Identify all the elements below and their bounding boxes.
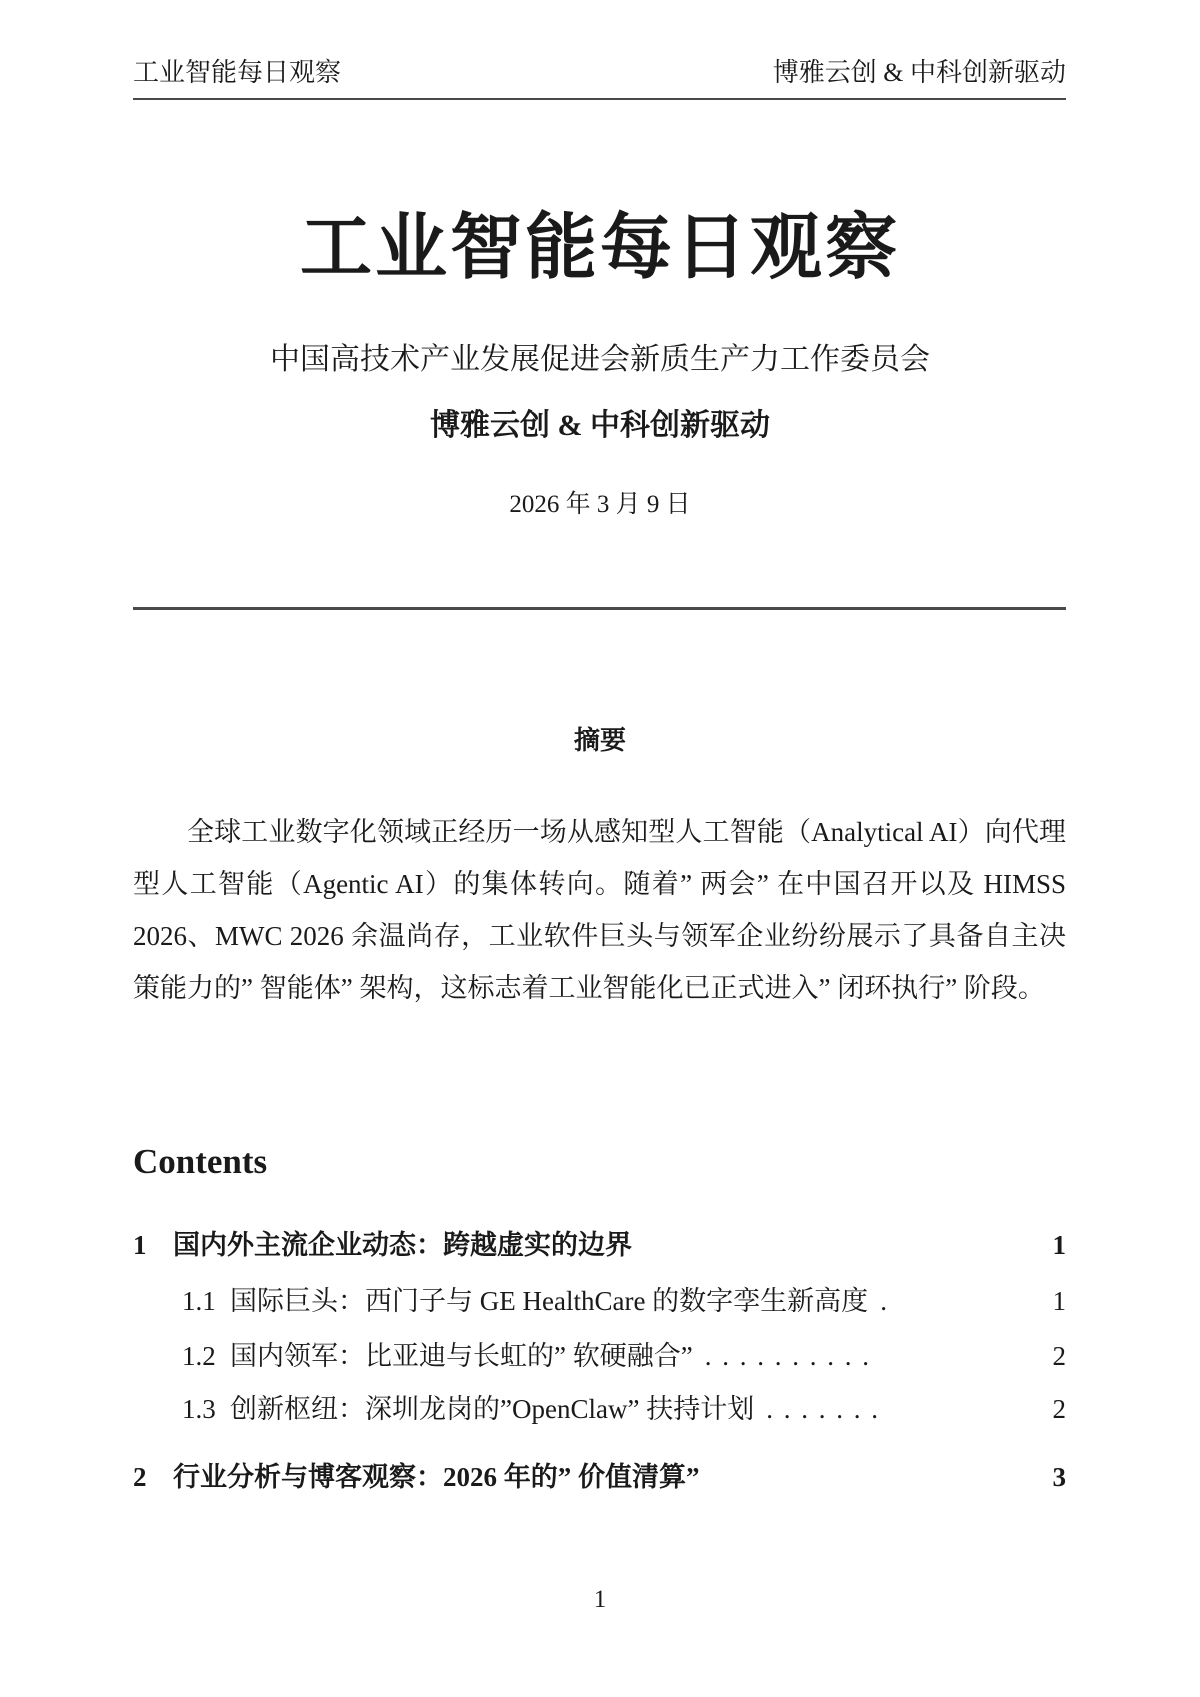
document-authors: 博雅云创 & 中科创新驱动 xyxy=(430,409,770,442)
document-date: 2026 年 3 月 9 日 xyxy=(509,491,691,518)
toc-entry-page: 1 xyxy=(1052,1286,1066,1316)
abstract-paragraph: 全球工业数字化领域正经历一场从感知型人工智能（Analytical AI）向代理型人工智能（Agentic AI）的集体转向。随着” 两会” 在中国召开以及 HIMSS 2026、MWC 2026 余温尚存，工业软件巨头与领军企业纷纷展示了具备自主决策能力的” 智能体” 架构，这标志着工业智能化已正式进入” 闭环执行” 阶段。 xyxy=(133,817,1066,1003)
running-header-left: 工业智能每日观察 xyxy=(133,58,342,87)
toc-entry-1-2[interactable] xyxy=(133,1339,1066,1373)
toc-entry-1-1[interactable] xyxy=(133,1284,1066,1318)
toc-entry-title: 国内外主流企业动态：跨越虚实的边界 xyxy=(173,1230,632,1260)
document-subtitle: 中国高技术产业发展促进会新质生产力工作委员会 xyxy=(270,343,930,376)
abstract-heading: 摘要 xyxy=(573,726,626,755)
toc-entry-title: 国际巨头：西门子与 GE HealthCare 的数字孪生新高度 xyxy=(230,1286,869,1316)
document-title: 工业智能每日观察 xyxy=(299,208,900,288)
running-header xyxy=(133,58,1066,100)
toc-entry-number: 1.2 xyxy=(182,1341,216,1371)
toc-entry-page: 3 xyxy=(1052,1462,1066,1492)
toc-entry-number: 1.3 xyxy=(182,1394,216,1424)
running-header-right: 博雅云创 & 中科创新驱动 xyxy=(772,58,1066,87)
toc-entry-number: 1 xyxy=(133,1230,147,1260)
toc-entry-title: 行业分析与博客观察：2026 年的” 价值清算” xyxy=(173,1462,700,1492)
toc-entry-title: 创新枢纽：深圳龙岗的”OpenClaw” 扶持计划 xyxy=(230,1394,755,1424)
toc-entry-1[interactable] xyxy=(133,1228,1066,1262)
toc-entry-2[interactable] xyxy=(133,1460,1066,1494)
table-of-contents xyxy=(133,1228,1066,1494)
toc-entry-page: 1 xyxy=(1052,1230,1066,1260)
toc-heading: Contents xyxy=(133,1142,268,1181)
toc-entry-number: 2 xyxy=(133,1462,147,1492)
toc-dot-leader: . xyxy=(880,1286,889,1316)
toc-dot-leader: . . . . . . . . . . xyxy=(704,1341,871,1371)
toc-entry-page: 2 xyxy=(1052,1341,1066,1371)
toc-dot-leader: . . . . . . . xyxy=(766,1394,880,1424)
toc-entry-1-3[interactable] xyxy=(133,1392,1066,1426)
horizontal-rule xyxy=(133,607,1066,610)
toc-entry-title: 国内领军：比亚迪与长虹的” 软硬融合” xyxy=(230,1341,693,1371)
page-number: 1 xyxy=(593,1586,607,1613)
toc-entry-page: 2 xyxy=(1052,1394,1066,1424)
toc-entry-number: 1.1 xyxy=(182,1286,216,1316)
